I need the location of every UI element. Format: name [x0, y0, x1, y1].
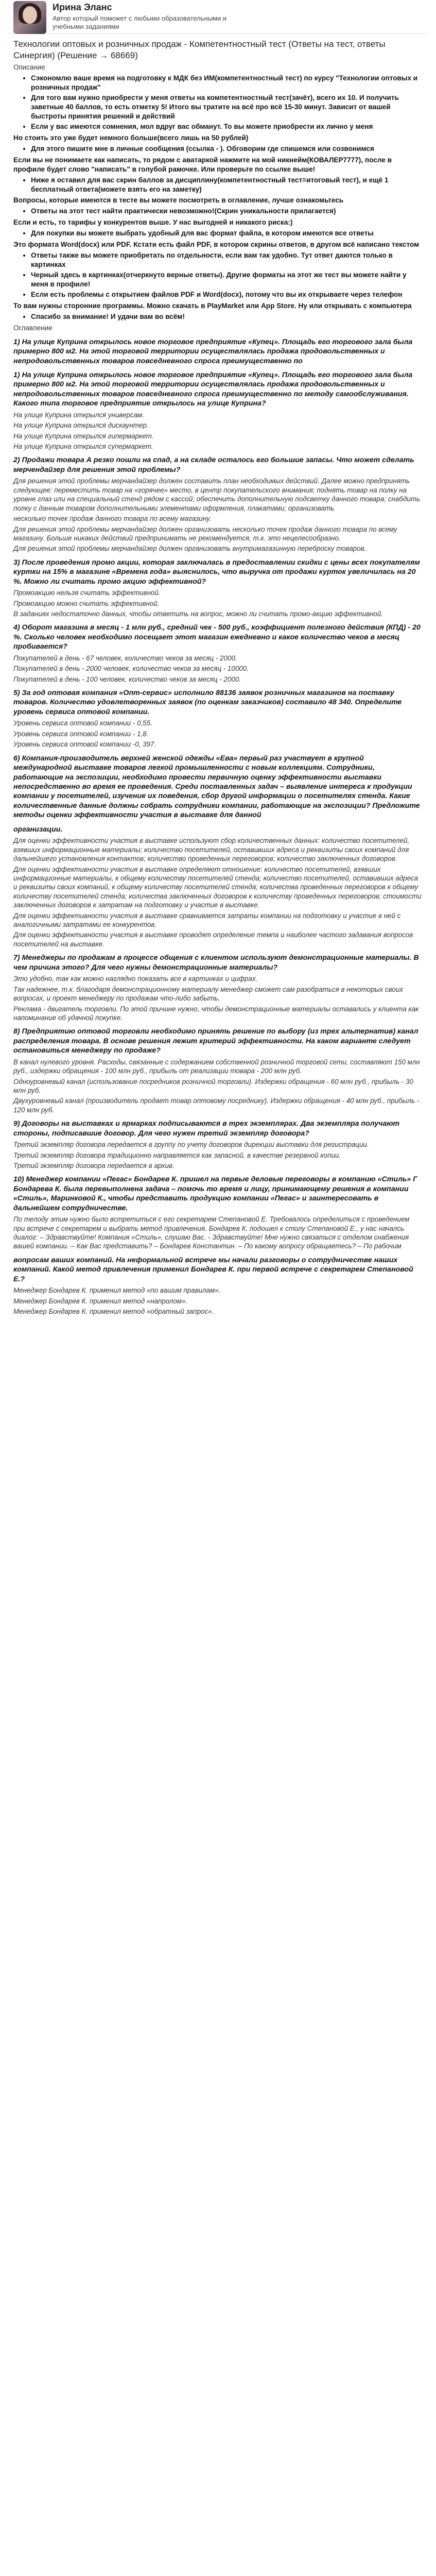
description-list-7: [13, 312, 423, 321]
answer-option: Это удобно, так как можно наглядно показать все в картинках и цифрах.: [13, 975, 258, 983]
answer-option: В заданиях недостаточно данных, чтобы ответить на вопрос, можно ли считать промо-акцию эффективной.: [13, 609, 383, 618]
question-text: 5) За год оптовая компания «Опт-сервис» исполнило 88136 заявок розничных магазинов на поставку товаров. Количество удовлетворенных заявок (по оценкам заказчиков) составило 48 340. Определите уровень сервиса оптовой компании.: [13, 689, 402, 716]
list-item: • Ответы также вы можете приобретать по отдельности, если вам так удобно. Тут ответ даются только в картинках: [31, 251, 423, 269]
answer-option: Для решения этой проблемы мерчандайзер должен организовать несколько точек продаж данного товара по всему магазину. Больше никаких действий предпринимать не рекомендуется, т.к. это нецелесообразно.: [13, 525, 397, 542]
list-item: • Для покупки вы можете выбрать удобный для вас формат файла, в котором имеются все ответы: [31, 229, 423, 238]
answer-option: Уровень сервиса оптовой компании - 0,55.: [13, 719, 152, 727]
answer-option: Покупателей в день - 67 человек, количество чеков за месяц - 2000.: [13, 654, 237, 662]
description-list-5: [13, 229, 423, 238]
question-text: 7) Менеджеры по продажам в процессе общения с клиентом используют демонстрационные материалы. В чем причина этого? Для чего нужны демонстрационные материалы?: [13, 954, 419, 972]
answer-option: Уровень сервиса оптовой компании -0, 397.: [13, 740, 156, 749]
answer-option: несколько точек продаж данного товара по всему магазину.: [13, 515, 212, 523]
description-paragraph: Если и есть, то тарифы у конкурентов выше. У нас выгодней и никакого риска:): [13, 218, 293, 227]
answer-option: Менеджер Бондарев К. применил метод «напролом».: [13, 1297, 188, 1305]
toc-label: Оглавление: [13, 324, 53, 332]
description-list-4: [13, 207, 423, 216]
list-item: • Если есть проблемы с открытием файлов PDF и Word(docx), потому что вы их открываете через телефон: [31, 290, 423, 299]
question-text: 6) Компания-производитель верхней женской одежды «Ева» первый раз участвует в крупной международной выставке товаров легкой промышленности с новым коллекциям. Сотрудники, работающие на экспозиции, необходимо провести первичную оценку эффективности выставки непосредственно во время ее проведения. Среди поставленных задач – выявление интереса к продукции компании у посетителей, изучение их поведения, сбор другой информации о посетителях стенда. Какие количественные данные должны собрать сотрудники компании, работающие на экспозиции? Предложите методы оценки эффективности участия в выставке для данной: [13, 754, 420, 820]
answer-option: Для оценки эффективности участия в выставке проводят определение темпа и наиболее частого задавания вопросов посетителей на выставке.: [13, 931, 413, 948]
answer-option: На улице Куприна открылся гипермаркет.: [13, 432, 154, 440]
answer-option: По телоду этим нужно было встретиться с его секретарем Степановой Е. Требовалось определиться с проведением при встрече с секретарем и выбрать метод привлечения. Бондарев К. подошел к столу Степановой Е., у нас началсь диалог: – Здравствуйте! Компания «Стиль», слушаю Вас. - Здравствуйте! Мне нужно связаться с отделом снабжения вашей компании. – Как Вас представить? – Бондарев Константин. – По какому вопросу обращаетесь? – По рабочим: [13, 1215, 410, 1250]
answer-option: В канал нулевого уровня. Расходы, связанные с содержанием собственной розничной торговой сети, составляют 150 млн руб., издержки обращения - 100 млн руб., прибыль от реализации товара - 200 млн руб.: [13, 1058, 420, 1075]
description-paragraph: Вопросы, которые имеются в тесте вы можете посмотреть в оглавление, лучше ознакомьтесь: [13, 196, 344, 205]
question-text: организации.: [13, 825, 63, 834]
list-item: • Для того вам нужно приобрести у меня ответы на компетентностный тест(зачёт), всего их 10. И получить заветные 40 баллов, то есть отметку 5! Итого вы тратите на всё про всё 15-30 минут. Зависит от вашей быстроты принятия решений и действий: [31, 93, 423, 121]
table-of-contents: [13, 337, 423, 1316]
answer-option: Для решения этой проблемы мерчандайзер должен организовать внутримагазинную переброску товаров.: [13, 545, 367, 553]
answer-option: Для оценки эффективности участия в выставке сравнивается затраты компании на подготовку и участие в ней с аналогичными затратами ее конкурентов.: [13, 911, 401, 929]
answer-option: Менеджер Бондарев К. применил метод «по вашим правилам».: [13, 1286, 221, 1295]
question-text: вопросам ваших компаний. На неформальной встрече мы начали разговоры о сотрудничестве наших компаний. Какой метод привлечения применил Бондарев К. при первой встрече с секретарем Степановой Е.?: [13, 1256, 413, 1283]
description-list-6: [13, 251, 423, 299]
page-title: Технологии оптовых и розничных продаж - Компетентностный тест (Ответы на тест, ответы Синергия) (Решение → 68669): [13, 39, 386, 60]
description: [13, 74, 423, 321]
answer-option: Для решения этой проблемы мерчандайзер должен составить план необходимых действий. Далее можно предпринять следующее: переместить товар на «горячее» место, в центр покупательского внимания; поднять товар на полку на уровне глаз или на специальный стенд рядом с кассой; обеспечить дополнительную подсветку данного товара; снабдить полку с данным товаром дополнительными элементами оформления, плакатами; организовать: [13, 477, 421, 512]
author-description: Автор который поможет с любыми образовательными и учебными заданиями: [53, 14, 227, 30]
answer-option: Одноуровневый канал (использование посредников розничной торговли). Издержки обращения - 60 млн руб., прибыль - 30 млн руб.: [13, 1077, 413, 1094]
list-item: • Сэкономлю ваше время на подготовку к МДК без ИМ(компетентностный тест) по курсу "Технологии оптовых и розничных продаж": [31, 74, 423, 92]
list-item: • Спасибо за внимание! И удачи вам во всём!: [31, 312, 423, 321]
author-header: [8, 0, 428, 33]
question-text: 4) Оборот магазина в месяц - 1 млн руб., средний чек - 500 руб., коэффициент полезного действия (КПД) - 20 %. Сколько человек необходимо посещает этот магазин ежедневно и какое количество чеков в месяц пробивается?: [13, 623, 421, 651]
answer-option: Для оценки эффективности участия в выставке используют сбор количественных данных: количество посетителей, взявших информационные материалы; количество посетителей, оставивших адреса и реквизиты своих компаний для дальнейшего установления контактов; количество проведенных переговоров; количество заключенных договоров.: [13, 837, 410, 863]
answer-option: На улице Куприна открылся супермаркет.: [13, 443, 153, 451]
list-item: • Для этого пишите мне в личные сообщения (ссылка - ). Обговорим где спишемся или созвонимся: [31, 144, 423, 154]
description-list-2: [13, 144, 423, 154]
description-list-1: [13, 74, 423, 131]
question-text: 3) После проведения промо акции, которая заключалась в предоставлении скидки с цены всех покупателям куртки на 15% в магазине «Времена года» выяснилось, что выручка от продажи курток увеличилась на 20 %. Можно ли считать промо акцию эффективной?: [13, 558, 420, 586]
author-name[interactable]: Ирина Эланс: [53, 2, 112, 12]
answer-option: Покупателей в день - 2000 человек, количество чеков за месяц - 10000.: [13, 665, 249, 673]
answer-option: Так надежнее, т.к. благодаря демонстрационному материалу менеджер сможет сам разобраться в некоторых своих вопросах, и проект менеджеру по продажам что-либо забыть.: [13, 985, 403, 1003]
description-paragraph: То вам нужны сторонние программы. Можно скачать в PlayMarket или App Store. Ну или открывать с компьютера: [13, 301, 412, 310]
list-item: • Черный здесь в картинках(отчеркнуто верные ответы). Другие форматы на этот же тест вы можете найти у меня в профиле!: [31, 270, 423, 289]
avatar-face: [23, 6, 37, 24]
answer-option: Менеджер Бондарев К. применил метод «обратный запрос».: [13, 1308, 214, 1316]
description-paragraph: Но стоить это уже будет немного больше(всего лишь на 50 рублей): [13, 133, 249, 142]
answer-option: Промоакцию можно считать эффективной.: [13, 599, 160, 607]
content: [8, 33, 428, 1316]
list-item: • Если у вас имеются сомнения, мол вдруг вас обманут. То вы можете приобрести их лично у меня: [31, 122, 423, 131]
answer-option: Третий экземпляр договора традиционно направляется как запасной, в качестве резервной копии.: [13, 1151, 341, 1159]
description-paragraph: Это формата Word(docx) или PDF. Кстати есть файл PDF, в котором скрины ответов, в другом всё написано текстом: [13, 241, 420, 249]
description-list-3: [13, 176, 423, 194]
list-item: • Ответы на этот тест найти практически невозможно!(Скрин уникальности прилагается): [31, 207, 423, 216]
question-text: 2) Продажи товара А резко пошли на спад, а на складе осталось его большие запасы. Что может сделать мерчендайзер для решения этой проблемы?: [13, 456, 414, 474]
description-label: Описание: [13, 63, 45, 71]
question-text: 1) На улице Куприна открылось новое торговое предприятие «Купец». Площадь его торгового зала была примерно 800 м2. На этой торговой территории осуществлялась продажа продовольственных и непродовольственных товаров повседневного спроса преимущественно по методу самообслуживания. Какого типа торговое предприятие открылось на улице Куприна?: [13, 370, 413, 408]
answer-option: Третий экземпляр договора передается в архив.: [13, 1161, 175, 1170]
description-paragraph: Если вы не понимаете как написать, то рядом с аватаркой нажмите на мой никнейм(КОВАЛЕР7777), после в профиле будет слово "написать" в голубой рамочке. Или проверьте по ссылке выше!: [13, 156, 392, 173]
question-text: 8) Предприятию оптовой торговли необходимо принять решение по выбору (из трех альтернатив) канал распределения товара. В основе решения лежит критерий эффективности. На каком варианте следует остановиться менеджеру по продаже?: [13, 1027, 418, 1055]
answer-option: На улице Куприна открылся дискаунтер.: [13, 421, 149, 430]
answer-option: Покупателей в день - 100 человек, количество чеков за месяц - 2000.: [13, 675, 241, 683]
author-avatar[interactable]: [13, 1, 46, 34]
answer-option: Реклама - двигатель торговли. По этой причине нужно, чтобы демонстрационные материалы оставались у клиента как напоминание об удачной покупке.: [13, 1005, 419, 1022]
answer-option: Промоакцию нельзя считать эффективной.: [13, 589, 161, 597]
question-text: 10) Менеджер компании «Пегас» Бондарев К. пришел на первые деловые переговоры в компанию «Стиль» Г Бондарева К. была перевыполнена задача – помочь то время и лицу, принимающему решения в компании «Стиль», Маринковой К., чтобы представить продукцию компании «Пегас» и заинтересовать в дальнейшем сотрудничестве.: [13, 1175, 417, 1212]
question-text: 9) Договоры на выставках и ярмарках подписываются в трех экземплярах. Два экземпляра получают стороны, подписавшие договор. Для чего нужен третий экземпляр договора?: [13, 1120, 400, 1138]
list-item: • Ниже я оставил для вас скрин баллов за дисциплину(компетентностный тест=итоговый тест), и ещё 1 бесплатный ответа(можете взять его на заметку): [31, 176, 423, 194]
answer-option: На улице Куприна открылся универсам.: [13, 411, 144, 419]
answer-option: Третий экземпляр договора передается в группу по учету договоров дирекции выставки для регистрации.: [13, 1141, 369, 1149]
question-text: 1) На улице Куприна открылось новое торговое предприятие «Купец». Площадь его торгового зала была примерно 800 м2. На этой торговой территории осуществлялась продажа продовольственных и непродовольственных товаров повседневного спроса преимущественно по: [13, 337, 413, 365]
answer-option: Двухуровневый канал (производитель продает товар оптовому посреднику). Издержки обращения - 40 млн руб., прибыль - 120 млн руб.: [13, 1097, 420, 1114]
answer-option: Для оценки эффективности участия в выставке определяют отношение: количество посетителей, взявших информационные материалы, к общему количеству посетителей стенда; количество посетителей, оставивших адреса и реквизиты своих компаний, к общему количеству посетителей стенда; количества проведенных переговоров к общему количеству посетителей стенда; количества заключенных договоров к количеству проведенных переговоров; стоимости заключенных договоров к затратам на подготовку и участие в выставке.: [13, 865, 422, 909]
answer-option: Уровень сервиса оптовой компании - 1,8.: [13, 730, 149, 738]
